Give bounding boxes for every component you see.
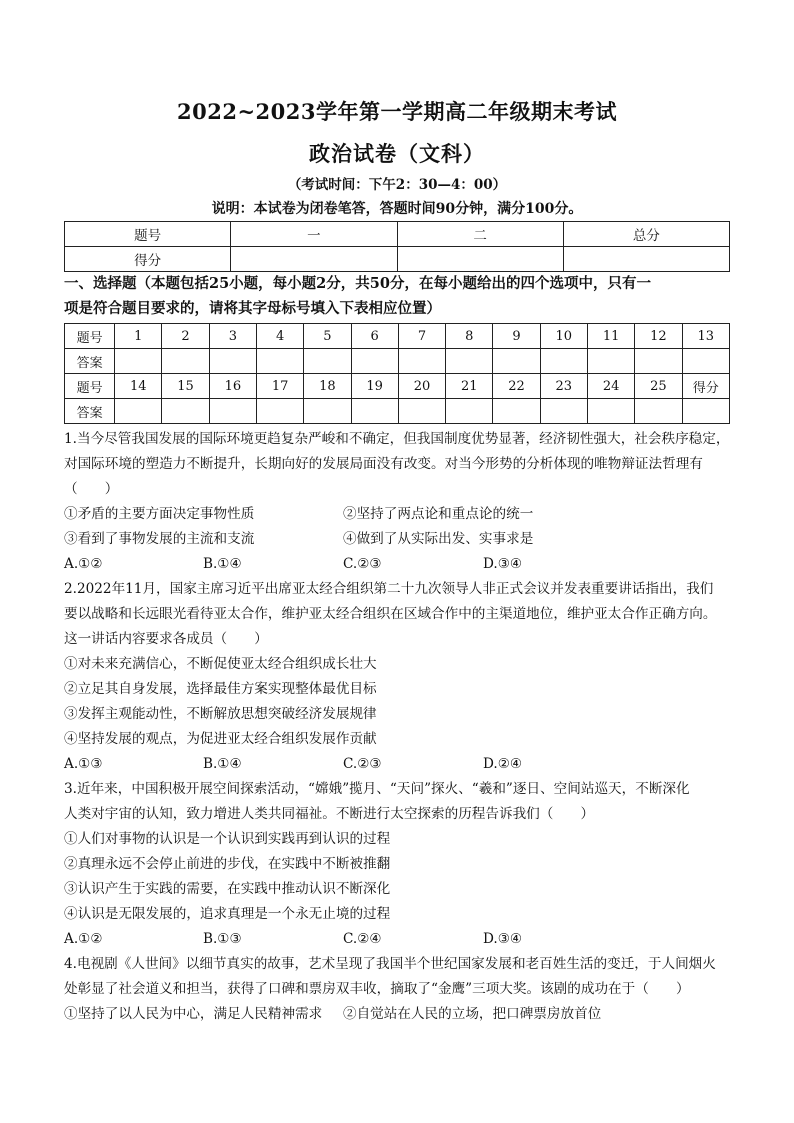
answer-table-label: 6 (351, 324, 398, 349)
answer-cell[interactable] (304, 399, 351, 424)
answer-table-label: 19 (351, 374, 398, 399)
q1-stem-line1: 1.当今尽管我国发展的国际环境更趋复杂严峻和不确定，但我国制度优势显著，经济韧性强大，社会秩序稳定， (64, 431, 730, 447)
answer-cell[interactable] (209, 349, 256, 374)
q1-statement-3: ③看到了事物发展的主流和支流 (64, 531, 255, 547)
q2-stem-line3: 这一讲话内容要求各成员（ ） (64, 631, 268, 647)
q3-choice-c[interactable]: C.②④ (343, 931, 382, 947)
q2-statement-4: ④坚持发展的观点，为促进亚太经合组织发展作贡献 (64, 731, 377, 747)
answer-table-label: 1 (115, 324, 162, 349)
answer-cell[interactable] (351, 399, 398, 424)
answer-table-label: 4 (256, 324, 303, 349)
score-table-cell[interactable] (397, 247, 563, 272)
answer-cell[interactable] (635, 349, 682, 374)
answer-table-label: 20 (398, 374, 445, 399)
q4-statement-2: ②自觉站在人民的立场，把口碑票房放首位 (343, 1006, 602, 1022)
score-table (64, 221, 730, 272)
answer-table-label: 7 (398, 324, 445, 349)
exam-title: 2022~2023学年第一学期高二年级期末考试 (177, 99, 617, 124)
q3-choice-a[interactable]: A.①② (64, 931, 103, 947)
section1-heading-line1: 一、选择题（本题包括25小题，每小题2分，共50分，在每小题给出的四个选项中，只有一 (64, 275, 651, 292)
q1-stem-line2: 对国际环境的塑造力不断提升，长期向好的发展局面没有改变。对当今形势的分析体现的唯物辩证法哲理有 (64, 456, 703, 472)
answer-cell[interactable] (162, 349, 209, 374)
answer-cell[interactable] (162, 399, 209, 424)
answer-table-label: 21 (446, 374, 493, 399)
score-table-cell: 总分 (563, 222, 729, 247)
answer-table-label: 题号 (65, 324, 115, 349)
q2-choice-b[interactable]: B.①④ (203, 756, 242, 772)
answer-cell[interactable] (587, 399, 634, 424)
answer-table-label: 17 (256, 374, 303, 399)
answer-cell[interactable] (493, 399, 540, 424)
answer-cell[interactable] (351, 349, 398, 374)
score-table-cell[interactable] (563, 247, 729, 272)
answer-cell[interactable] (115, 399, 162, 424)
q1-choice-c[interactable]: C.②③ (343, 556, 382, 572)
answer-cell[interactable] (446, 349, 493, 374)
answer-table-label: 16 (209, 374, 256, 399)
q3-stem-line2: 人类对宇宙的认知，致力增进人类共同福祉。不断进行太空探索的历程告诉我们（ ） (64, 806, 595, 822)
q3-statement-1: ①人们对事物的认识是一个认识到实践再到认识的过程 (64, 831, 391, 847)
q3-statement-3: ③认识产生于实践的需要，在实践中推动认识不断深化 (64, 881, 391, 897)
answer-cell[interactable] (493, 349, 540, 374)
q2-stem-line2: 要以战略和长远眼光看待亚太合作，维护亚太经合组织在区域合作中的主渠道地位，维护亚太合作正确方向。 (64, 606, 717, 622)
answer-table-label: 15 (162, 374, 209, 399)
q3-statement-4: ④认识是无限发展的，追求真理是一个永无止境的过程 (64, 906, 391, 922)
answer-table-row (65, 374, 730, 399)
score-table-row (65, 222, 730, 247)
q4-stem-line2: 处彰显了社会道义和担当，获得了口碑和票房双丰收，摘取了“金鹰”三项大奖。该剧的成功在于（ ） (64, 981, 690, 997)
q3-choice-b[interactable]: B.①③ (203, 931, 242, 947)
q2-statement-1: ①对未来充满信心，不断促使亚太经合组织成长壮大 (64, 656, 377, 672)
answer-table-label: 24 (587, 374, 634, 399)
q2-statement-2: ②立足其自身发展，选择最佳方案实现整体最优目标 (64, 681, 377, 697)
answer-cell[interactable] (682, 349, 729, 374)
exam-subtitle: 政治试卷（文科） (309, 141, 485, 166)
answer-table-label: 22 (493, 374, 540, 399)
q3-stem-line1: 3.近年来，中国积极开展空间探索活动，“嫦娥”揽月、“天问”探火、“羲和”逐日、空间站巡天，不断深化 (64, 781, 690, 797)
q1-statement-4: ④做到了从实际出发、实事求是 (343, 531, 534, 547)
q2-choice-d[interactable]: D.②④ (483, 756, 523, 772)
q3-statement-2: ②真理永远不会停止前进的步伐，在实践中不断被推翻 (64, 856, 391, 872)
answer-cell[interactable] (540, 349, 587, 374)
answer-table-row (65, 324, 730, 349)
answer-table-label: 14 (115, 374, 162, 399)
answer-table-label: 5 (304, 324, 351, 349)
answer-table-label: 得分 (682, 374, 729, 399)
answer-cell[interactable] (256, 349, 303, 374)
answer-table (64, 323, 730, 424)
answer-table-label: 2 (162, 324, 209, 349)
answer-table-label: 10 (540, 324, 587, 349)
exam-time: （考试时间：下午2：30—4：00） (287, 177, 507, 193)
answer-table-label: 23 (540, 374, 587, 399)
answer-table-label: 3 (209, 324, 256, 349)
answer-cell[interactable] (209, 399, 256, 424)
answer-table-label: 12 (635, 324, 682, 349)
answer-cell[interactable] (635, 399, 682, 424)
answer-cell[interactable] (587, 349, 634, 374)
answer-table-label: 25 (635, 374, 682, 399)
q1-choice-d[interactable]: D.③④ (483, 556, 523, 572)
answer-table-label: 答案 (65, 399, 115, 424)
q4-statement-1: ①坚持了以人民为中心，满足人民精神需求 (64, 1006, 323, 1022)
score-table-cell: 题号 (65, 222, 231, 247)
q1-choice-b[interactable]: B.①④ (203, 556, 242, 572)
q2-stem-line1: 2.2022年11月，国家主席习近平出席亚太经合组织第二十九次领导人非正式会议并发表重要讲话指出，我们 (64, 581, 714, 597)
q2-choice-a[interactable]: A.①③ (64, 756, 103, 772)
q1-statement-2: ②坚持了两点论和重点论的统一 (343, 506, 534, 522)
answer-table-label: 11 (587, 324, 634, 349)
answer-cell[interactable] (398, 349, 445, 374)
answer-table-label: 题号 (65, 374, 115, 399)
answer-table-label: 13 (682, 324, 729, 349)
score-table-cell: 一 (231, 222, 397, 247)
answer-table-label: 8 (446, 324, 493, 349)
q1-choice-a[interactable]: A.①② (64, 556, 103, 572)
score-table-row (65, 247, 730, 272)
q1-stem-line3: （ ） (64, 481, 119, 497)
answer-cell[interactable] (682, 399, 729, 424)
answer-table-row (65, 399, 730, 424)
answer-cell[interactable] (304, 349, 351, 374)
score-table-cell: 得分 (65, 247, 231, 272)
q3-choice-d[interactable]: D.③④ (483, 931, 523, 947)
q4-stem-line1: 4.电视剧《人世间》以细节真实的故事，艺术呈现了我国半个世纪国家发展和老百姓生活的变迁，于人间烟火 (64, 956, 716, 972)
answer-cell[interactable] (398, 399, 445, 424)
q2-choice-c[interactable]: C.②③ (343, 756, 382, 772)
q2-statement-3: ③发挥主观能动性，不断解放思想突破经济发展规律 (64, 706, 377, 722)
section1-heading-line2: 项是符合题目要求的，请将其字母标号填入下表相应位置） (64, 300, 441, 317)
answer-table-label: 18 (304, 374, 351, 399)
q1-statement-1: ①矛盾的主要方面决定事物性质 (64, 506, 255, 522)
answer-table-label: 答案 (65, 349, 115, 374)
score-table-cell[interactable] (231, 247, 397, 272)
score-table-cell: 二 (397, 222, 563, 247)
answer-cell[interactable] (115, 349, 162, 374)
answer-cell[interactable] (256, 399, 303, 424)
answer-table-label: 9 (493, 324, 540, 349)
answer-cell[interactable] (446, 399, 493, 424)
answer-table-row (65, 349, 730, 374)
answer-cell[interactable] (540, 399, 587, 424)
exam-note: 说明：本试卷为闭卷笔答，答题时间90分钟，满分100分。 (211, 201, 583, 217)
